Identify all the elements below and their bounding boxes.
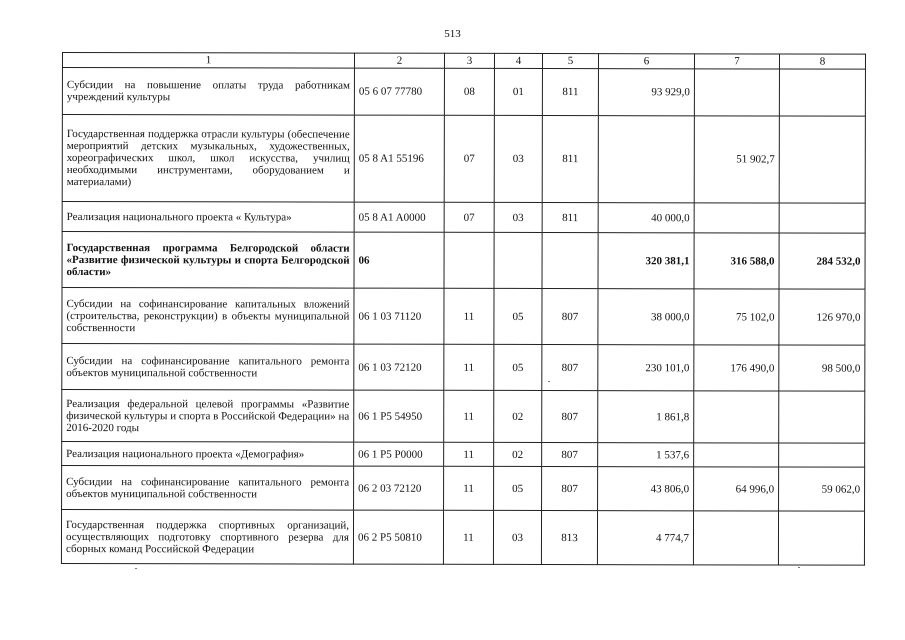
row-subsection: 03 <box>494 115 542 202</box>
table-row <box>62 288 865 346</box>
row-amount-7 <box>694 391 779 443</box>
row-amount-6: 1 537,6 <box>598 443 694 467</box>
row-name: Реализация национального проекта « Культура» <box>62 202 354 233</box>
row-subsection: 02 <box>494 390 542 442</box>
row-amount-6: 40 000,0 <box>598 203 694 233</box>
table-row <box>62 466 865 512</box>
row-expense-type: 811 <box>542 69 598 116</box>
row-amount-8: 126 970,0 <box>779 289 865 345</box>
row-amount-6: 93 929,0 <box>598 69 694 116</box>
row-amount-8 <box>779 69 865 116</box>
row-amount-6: 38 000,0 <box>598 289 694 345</box>
row-amount-6: 4 774,7 <box>597 511 693 565</box>
row-amount-8: 98 500,0 <box>779 345 865 391</box>
row-amount-8 <box>779 116 865 203</box>
table-row <box>62 202 865 234</box>
row-amount-6 <box>598 116 694 203</box>
column-header: 3 <box>444 53 494 68</box>
row-amount-8 <box>779 203 865 233</box>
row-amount-7: 75 102,0 <box>694 289 779 345</box>
row-expense-type: 807 <box>542 443 598 467</box>
row-name: Реализация национального проекта «Демография» <box>62 442 354 467</box>
row-subsection: 05 <box>494 288 542 344</box>
column-header: 5 <box>542 54 598 69</box>
row-subsection <box>494 232 542 288</box>
column-header: 8 <box>779 54 865 69</box>
column-header: 1 <box>62 53 354 69</box>
row-code: 06 2 03 72120 <box>354 466 444 510</box>
row-section: 11 <box>443 510 493 564</box>
table-row <box>62 390 865 444</box>
page-number: 513 <box>444 28 461 40</box>
row-subsection: 05 <box>494 344 542 390</box>
row-code: 06 2 P5 50810 <box>353 510 443 564</box>
row-expense-type: 811 <box>542 116 598 203</box>
row-section: 11 <box>444 466 494 510</box>
row-code: 06 1 P5 P0000 <box>354 442 444 466</box>
row-section: 07 <box>444 115 494 202</box>
table-row <box>62 68 865 117</box>
column-header: 4 <box>494 53 542 68</box>
row-amount-8 <box>779 443 865 467</box>
scan-speck <box>548 381 550 382</box>
header-row <box>62 53 865 70</box>
row-amount-7: 64 996,0 <box>694 467 779 511</box>
row-name: Государственная поддержка отрасли культуры (обеспечение мероприятий детских музыкальных, художественных, хореографических школ, школ искусства, училищ необходимыми инструментами, оборудованием и материалами) <box>62 115 354 203</box>
row-expense-type: 807 <box>542 467 598 511</box>
row-amount-8: 284 532,0 <box>779 233 865 289</box>
row-amount-7 <box>694 69 779 116</box>
row-code: 06 1 03 72120 <box>354 344 444 390</box>
table-row <box>62 232 865 290</box>
row-code: 05 6 07 77780 <box>354 68 444 115</box>
row-section: 08 <box>444 68 494 115</box>
row-amount-7: 51 902,7 <box>694 116 779 203</box>
row-expense-type: 807 <box>542 289 598 345</box>
scan-speck <box>135 568 137 569</box>
column-header: 2 <box>354 53 444 68</box>
row-expense-type: 807 <box>542 391 598 443</box>
row-amount-6: 230 101,0 <box>598 345 694 391</box>
table-row <box>61 510 864 566</box>
row-amount-8 <box>778 511 864 565</box>
row-name: Государственная поддержка спортивных организаций, осуществляющих подготовку спортивного резерва для сборных команд Российской Федерации <box>61 510 353 565</box>
row-expense-type: 811 <box>542 203 598 233</box>
column-header: 7 <box>694 54 779 69</box>
column-header: 6 <box>598 54 694 69</box>
row-code: 06 <box>354 232 444 288</box>
row-expense-type <box>542 233 598 289</box>
row-code: 06 1 P5 54950 <box>354 390 444 442</box>
table-row <box>62 344 865 392</box>
row-name: Субсидии на софинансирование капитальных вложений (строительства, реконструкции) в объекты муниципальной собственности <box>62 288 354 345</box>
row-amount-7 <box>693 511 778 565</box>
row-name: Государственная программа Белгородской области «Развитие физической культуры и спорта Белгородской области» <box>62 232 354 289</box>
scan-speck <box>798 567 800 568</box>
row-amount-7: 176 490,0 <box>694 345 779 391</box>
row-amount-7 <box>694 443 779 467</box>
row-name: Субсидии на софинансирование капитального ремонта объектов муниципальной собственности <box>62 344 354 391</box>
row-amount-6: 1 861,8 <box>598 391 694 443</box>
table-row <box>62 442 865 468</box>
row-amount-8 <box>779 391 865 443</box>
row-expense-type: 813 <box>541 511 597 565</box>
row-section <box>444 232 494 288</box>
row-subsection: 02 <box>494 442 542 466</box>
row-subsection: 03 <box>494 202 542 232</box>
row-amount-8: 59 062,0 <box>779 467 865 511</box>
row-expense-type: 807 <box>542 345 598 391</box>
row-section: 11 <box>444 288 494 344</box>
budget-table <box>61 52 866 566</box>
row-subsection: 05 <box>494 466 542 510</box>
row-subsection: 03 <box>493 510 541 564</box>
row-name: Субсидии на софинансирование капитального ремонта объектов муниципальной собственности <box>62 466 354 511</box>
row-amount-7: 316 588,0 <box>694 233 779 289</box>
row-amount-7 <box>694 203 779 233</box>
row-code: 06 1 03 71120 <box>354 288 444 344</box>
row-section: 07 <box>444 202 494 232</box>
row-section: 11 <box>444 344 494 390</box>
row-code: 05 8 A1 55196 <box>354 115 444 202</box>
row-code: 05 8 A1 A0000 <box>354 202 444 232</box>
table-row <box>62 115 865 204</box>
row-name: Субсидии на повышение оплаты труда работникам учреждений культуры <box>62 68 354 116</box>
row-section: 11 <box>444 390 494 442</box>
row-amount-6: 43 806,0 <box>598 467 694 511</box>
row-amount-6: 320 381,1 <box>598 233 694 289</box>
row-section: 11 <box>444 442 494 466</box>
row-name: Реализация федеральной целевой программы «Развитие физической культуры и спорта в Российской Федерации» на 2016-2020 годы <box>62 390 354 443</box>
row-subsection: 01 <box>494 68 542 115</box>
